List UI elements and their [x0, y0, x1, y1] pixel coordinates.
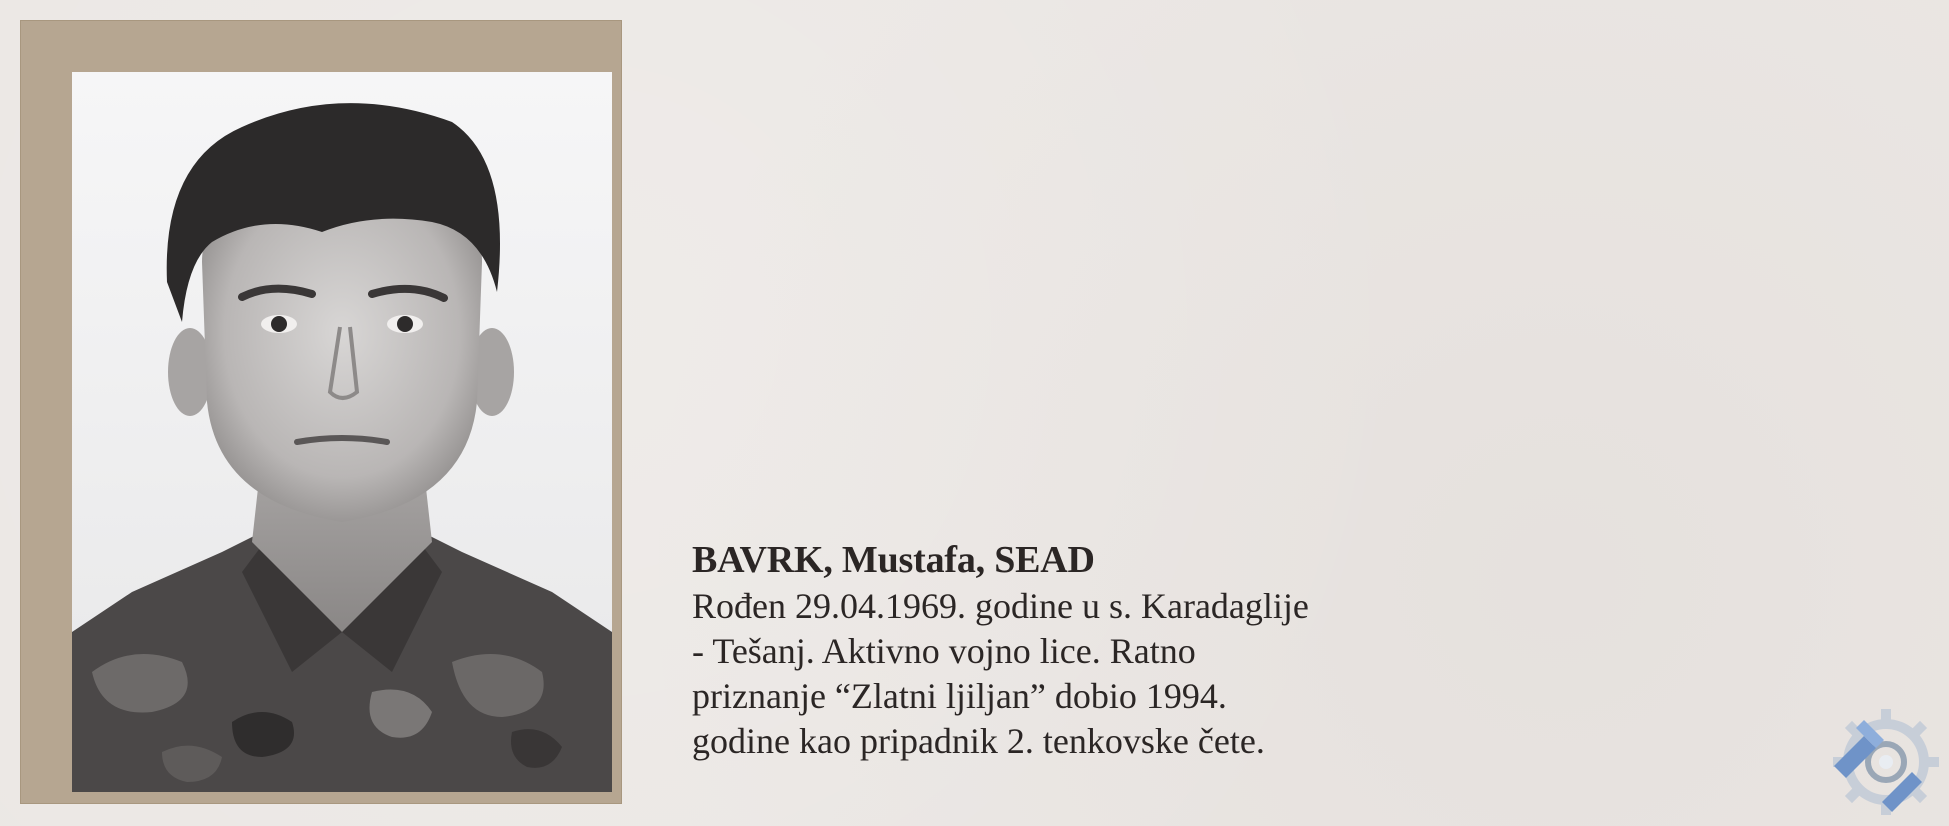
- biography-line-4: godine kao pripadnik 2. tenkovske čete.: [692, 721, 1265, 761]
- portrait-icon: [72, 72, 612, 792]
- biography-block: [692, 538, 1452, 764]
- biography-line-2: - Tešanj. Aktivno vojno lice. Ratno: [692, 631, 1196, 671]
- photo-frame: [20, 20, 622, 804]
- portrait-photo: [72, 72, 612, 792]
- biography-line-3: priznanje “Zlatni ljiljan” dobio 1994.: [692, 676, 1227, 716]
- gear-emblem-icon: [1824, 706, 1942, 816]
- person-name: BAVRK, Mustafa, SEAD: [692, 539, 1095, 581]
- biography-line-1: Rođen 29.04.1969. godine u s. Karadaglije: [692, 586, 1309, 626]
